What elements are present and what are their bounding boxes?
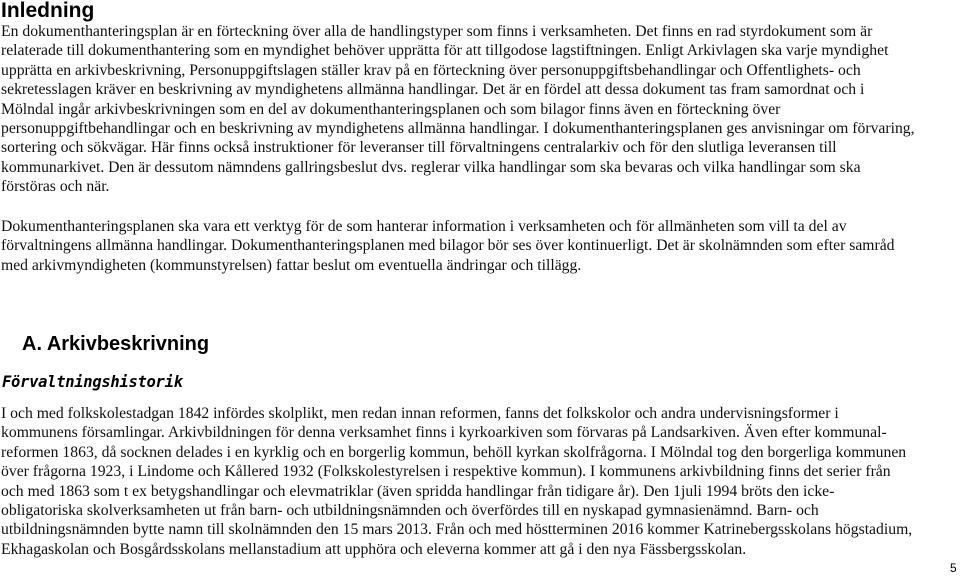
intro-paragraph — [1, 22, 956, 197]
text-line: utbildningsnämnden bytte namn till skolnämnden den 15 mars 2013. Från och med höstterminen 2016 kommer Katrinebergsskolans högstadium, — [1, 521, 913, 539]
text-line: med arkivmyndigheten (kommunstyrelsen) fattar beslut om eventuella ändringar och tillägg. — [1, 256, 582, 274]
text-line: reformen 1863, då socknen delades i en kyrklig och en borgerlig kommun, behöll kyrkan skolfrågorna. I Mölndal tog den borgerliga kommunen — [1, 443, 907, 461]
heading-inledning: Inledning — [1, 0, 95, 22]
text-line: Dokumenthanteringsplanen ska vara ett verktyg för de som hanterar information i verksamheten och för allmänheten som vill ta del av — [1, 218, 847, 235]
text-line: Mölndal ingår arkivbeskrivningen som en del av dokumenthanteringsplanen och som bilagor finns även en förteckning över — [1, 100, 781, 118]
text-line: upprätta en arkivbeskrivning, Personuppgiftslagen ställer krav på en förteckning över personuppgiftsbehandlingar och Offentlighets- och — [1, 61, 861, 79]
text-line: Ekhagaskolan och Bosgårdsskolans mellanstadium att upphöra och eleverna kommer att gå i den nya Fässbergsskolan. — [1, 540, 747, 558]
text-line: I och med folkskolestadgan 1842 infördes skolplikt, men redan innan reformen, fanns det folkskolor och andra undervisningsformer i — [1, 405, 839, 422]
text-line: sortering och sökvägar. Här finns också instruktioner för leveranser till förvaltningens centralarkiv och för den slutliga leveransen till — [1, 139, 837, 157]
page-number: 5 — [950, 561, 957, 575]
text-line: över frågorna 1923, i Lindome och Kållered 1932 (Folkskolestyrelsen i respektive kommun). I kommunens arkivbildning finns det serier från — [1, 463, 891, 481]
text-line: förvaltningens allmänna handlingar. Dokumenthanteringsplanen med bilagor bör ses över kontinuerligt. Det är skolnämnden som efter samråd — [1, 237, 895, 255]
section-heading-arkivbeskrivning: A. Arkivbeskrivning — [22, 333, 210, 355]
text-line: kommunarkivet. Den är dessutom nämndens gallringsbeslut dvs. reglerar vilka handlingar som ska bevaras och vilka handlingar som ska — [1, 158, 861, 176]
text-line: En dokumenthanteringsplan är en förteckning över alla de handlingstyper som finns i verksamheten. Det finns en rad styrdokument som är — [1, 23, 873, 40]
text-line: obligatoriska skolverksamheten ut från barn- och utbildningsnämnden och överfördes till en nyskapad gymnasienämnd. Barn- och — [1, 502, 819, 520]
text-line: personuppgiftbehandlingar och en beskrivning av myndighetens allmänna handlingar. I dokumenthanteringsplanen ges anvisningar om förvaring, — [1, 120, 915, 138]
history-paragraph — [1, 404, 956, 559]
text-line: sekretesslagen kräver en beskrivning av myndighetens allmänna handlingar. Det är en fördel att dessa dokument tas fram samordnat och i — [1, 81, 865, 99]
subsection-heading-forvaltningshistorik: Förvaltningshistorik — [2, 373, 183, 391]
purpose-paragraph — [1, 217, 956, 275]
text-line: kommunens församlingar. Arkivbildningen för denna verksamhet finns i kyrkoarkiven som förvaras på Landsarkiven. Även efter kommunal- — [1, 424, 887, 442]
text-line: och med 1863 som t ex betygshandlingar och elevmatriklar (även spridda handlingar från tidigare år). Den 1juli 1994 bröts den icke- — [1, 482, 835, 500]
text-line: förstöras och när. — [1, 178, 110, 196]
text-line: relaterade till dokumenthantering som en myndighet behöver upprätta för att tillgodose lagstiftningen. Enligt Arkivlagen ska varje myndighet — [1, 42, 889, 60]
